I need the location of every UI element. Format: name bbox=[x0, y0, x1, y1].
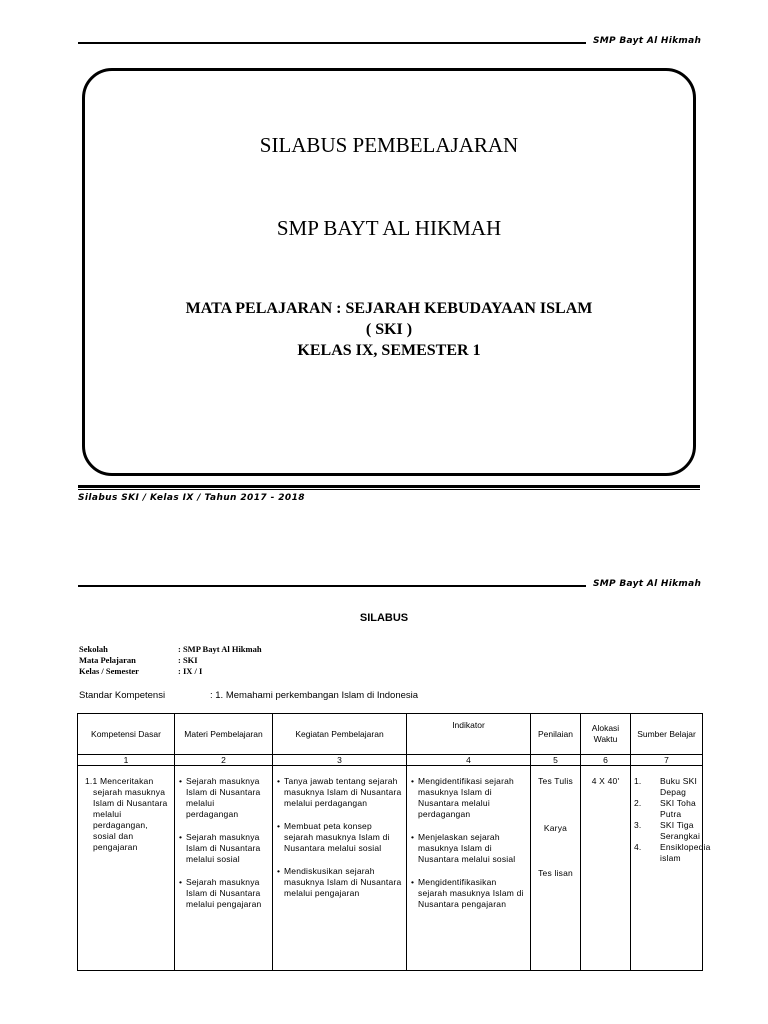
list-item bbox=[631, 842, 711, 864]
list-item: • Mengidentifikasi sejarah masuknya Islam di Nusantara melalui perdagangan bbox=[411, 776, 526, 820]
penilaian-item: Tes lisan bbox=[538, 868, 573, 878]
col-header-sumber: Sumber Belajar bbox=[631, 714, 703, 755]
info-value-sekolah: : SMP Bayt Al Hikmah bbox=[178, 644, 262, 654]
list-item bbox=[631, 798, 698, 820]
kegiatan-cell bbox=[273, 766, 407, 971]
info-label-sekolah: Sekolah bbox=[79, 644, 108, 654]
col-header-alokasi: Alokasi Waktu bbox=[581, 714, 631, 755]
list-item: • Sejarah masuknya Islam di Nusantara melalui sosial bbox=[179, 832, 268, 865]
silabus-table bbox=[77, 713, 711, 971]
penilaian-cell bbox=[531, 766, 581, 971]
sumber-item: Buku SKI Depag bbox=[660, 776, 698, 797]
materi-item: Sejarah masuknya Islam di Nusantara melalui sosial bbox=[186, 832, 261, 864]
list-item bbox=[631, 776, 698, 798]
standar-kompetensi-value: : 1. Memahami perkembangan Islam di Indonesia bbox=[210, 690, 419, 701]
info-value-mapel: : SKI bbox=[178, 655, 198, 665]
indikator-item: Mengidentifikasi sejarah masuknya Islam di Nusantara melalui perdagangan bbox=[418, 776, 514, 819]
page2-header-school-tag: SMP Bayt Al Hikmah bbox=[593, 579, 702, 589]
penilaian-item: Tes Tulis bbox=[538, 776, 573, 786]
kd-text-first: 1.1 Menceritakan bbox=[85, 776, 154, 786]
footer-note: Silabus SKI / Kelas IX / Tahun 2017 - 2018 bbox=[78, 493, 305, 503]
sumber-item: SKI Toha Putra bbox=[660, 798, 696, 819]
header-rule bbox=[78, 42, 586, 44]
sumber-number: 1. bbox=[634, 776, 642, 786]
page2-header-rule bbox=[78, 585, 586, 587]
list-item: • Tanya jawab tentang sejarah masuknya Islam di Nusantara melalui perdagangan bbox=[277, 776, 402, 808]
footer-rule-thick bbox=[78, 485, 700, 488]
cover-frame bbox=[82, 68, 696, 476]
list-item: • Menjelaskan sejarah masuknya Islam di Nusantara melalui sosial bbox=[411, 832, 526, 865]
kegiatan-item: Tanya jawab tentang sejarah masuknya Islam di Nusantara melalui perdagangan bbox=[284, 776, 402, 808]
indikator-item: Mengidentifikasikan sejarah masuknya Islam di Nusantara pengajaran bbox=[418, 877, 524, 909]
col-number: 4 bbox=[407, 755, 531, 766]
list-item: • Sejarah masuknya Islam di Nusantara melalui pengajaran bbox=[179, 877, 268, 910]
sumber-number: 3. bbox=[634, 820, 642, 830]
col-number: 5 bbox=[531, 755, 581, 766]
info-label-mapel: Mata Pelajaran bbox=[79, 655, 136, 665]
sumber-number: 2. bbox=[634, 798, 642, 808]
col-number: 7 bbox=[631, 755, 703, 766]
col-number: 2 bbox=[175, 755, 273, 766]
penilaian-item: Karya bbox=[543, 823, 568, 833]
cover-subject-line: MATA PELAJARAN : SEJARAH KEBUDAYAAN ISLAM bbox=[185, 300, 593, 317]
col-number: 1 bbox=[78, 755, 175, 766]
header-school-tag: SMP Bayt Al Hikmah bbox=[593, 36, 702, 46]
cover-school: SMP BAYT AL HIKMAH bbox=[276, 216, 502, 240]
standar-kompetensi-label: Standar Kompetensi bbox=[79, 690, 166, 701]
sumber-cell bbox=[631, 766, 711, 971]
footer-rule-thin bbox=[78, 489, 700, 490]
col-header-materi: Materi Pembelajaran bbox=[175, 714, 273, 755]
list-item: • Mendiskusikan sejarah masuknya Islam di Nusantara melalui pengajaran bbox=[277, 866, 402, 898]
list-item: • Mengidentifikasikan sejarah masuknya Islam di Nusantara pengajaran bbox=[411, 877, 526, 910]
cover-class-line: KELAS IX, SEMESTER 1 bbox=[297, 342, 481, 359]
kegiatan-item: Membuat peta konsep sejarah masuknya Islam di Nusantara melalui sosial bbox=[284, 821, 390, 853]
materi-item: Sejarah masuknya Islam di Nusantara melalui perdagangan bbox=[186, 776, 261, 819]
sumber-item: Ensiklopedia islam bbox=[660, 842, 711, 863]
col-header-indikator: Indikator bbox=[407, 714, 531, 755]
materi-cell bbox=[175, 766, 273, 971]
list-item bbox=[631, 820, 701, 842]
kd-text-rest: sejarah masuknya Islam di Nusantara melalui perdagangan, sosial dan pengajaran bbox=[93, 787, 168, 852]
materi-item: Sejarah masuknya Islam di Nusantara melalui pengajaran bbox=[186, 877, 262, 909]
info-value-kelas: : IX / I bbox=[178, 666, 203, 676]
silabus-title: SILABUS bbox=[359, 612, 409, 624]
sumber-item: SKI Tiga Serangkai bbox=[660, 820, 701, 841]
col-number: 6 bbox=[581, 755, 631, 766]
cover-title: SILABUS PEMBELAJARAN bbox=[259, 133, 519, 157]
col-header-penilaian: Penilaian bbox=[531, 714, 581, 755]
col-number: 3 bbox=[273, 755, 407, 766]
indikator-cell bbox=[407, 766, 531, 971]
kegiatan-item: Mendiskusikan sejarah masuknya Islam di Nusantara melalui pengajaran bbox=[284, 866, 402, 898]
kd-cell bbox=[78, 766, 175, 971]
info-label-kelas: Kelas / Semester bbox=[79, 666, 139, 676]
sumber-number: 4. bbox=[634, 842, 642, 852]
indikator-item: Menjelaskan sejarah masuknya Islam di Nusantara melalui sosial bbox=[418, 832, 516, 864]
list-item: • Membuat peta konsep sejarah masuknya Islam di Nusantara melalui sosial bbox=[277, 821, 402, 854]
col-header-kegiatan: Kegiatan Pembelajaran bbox=[273, 714, 407, 755]
list-item: • Sejarah masuknya Islam di Nusantara melalui perdagangan bbox=[179, 776, 268, 820]
alokasi-value: 4 X 40' bbox=[591, 776, 620, 786]
cover-subject-abbr: ( SKI ) bbox=[365, 321, 413, 338]
col-header-kd: Kompetensi Dasar bbox=[78, 714, 175, 755]
alokasi-cell bbox=[581, 766, 631, 971]
